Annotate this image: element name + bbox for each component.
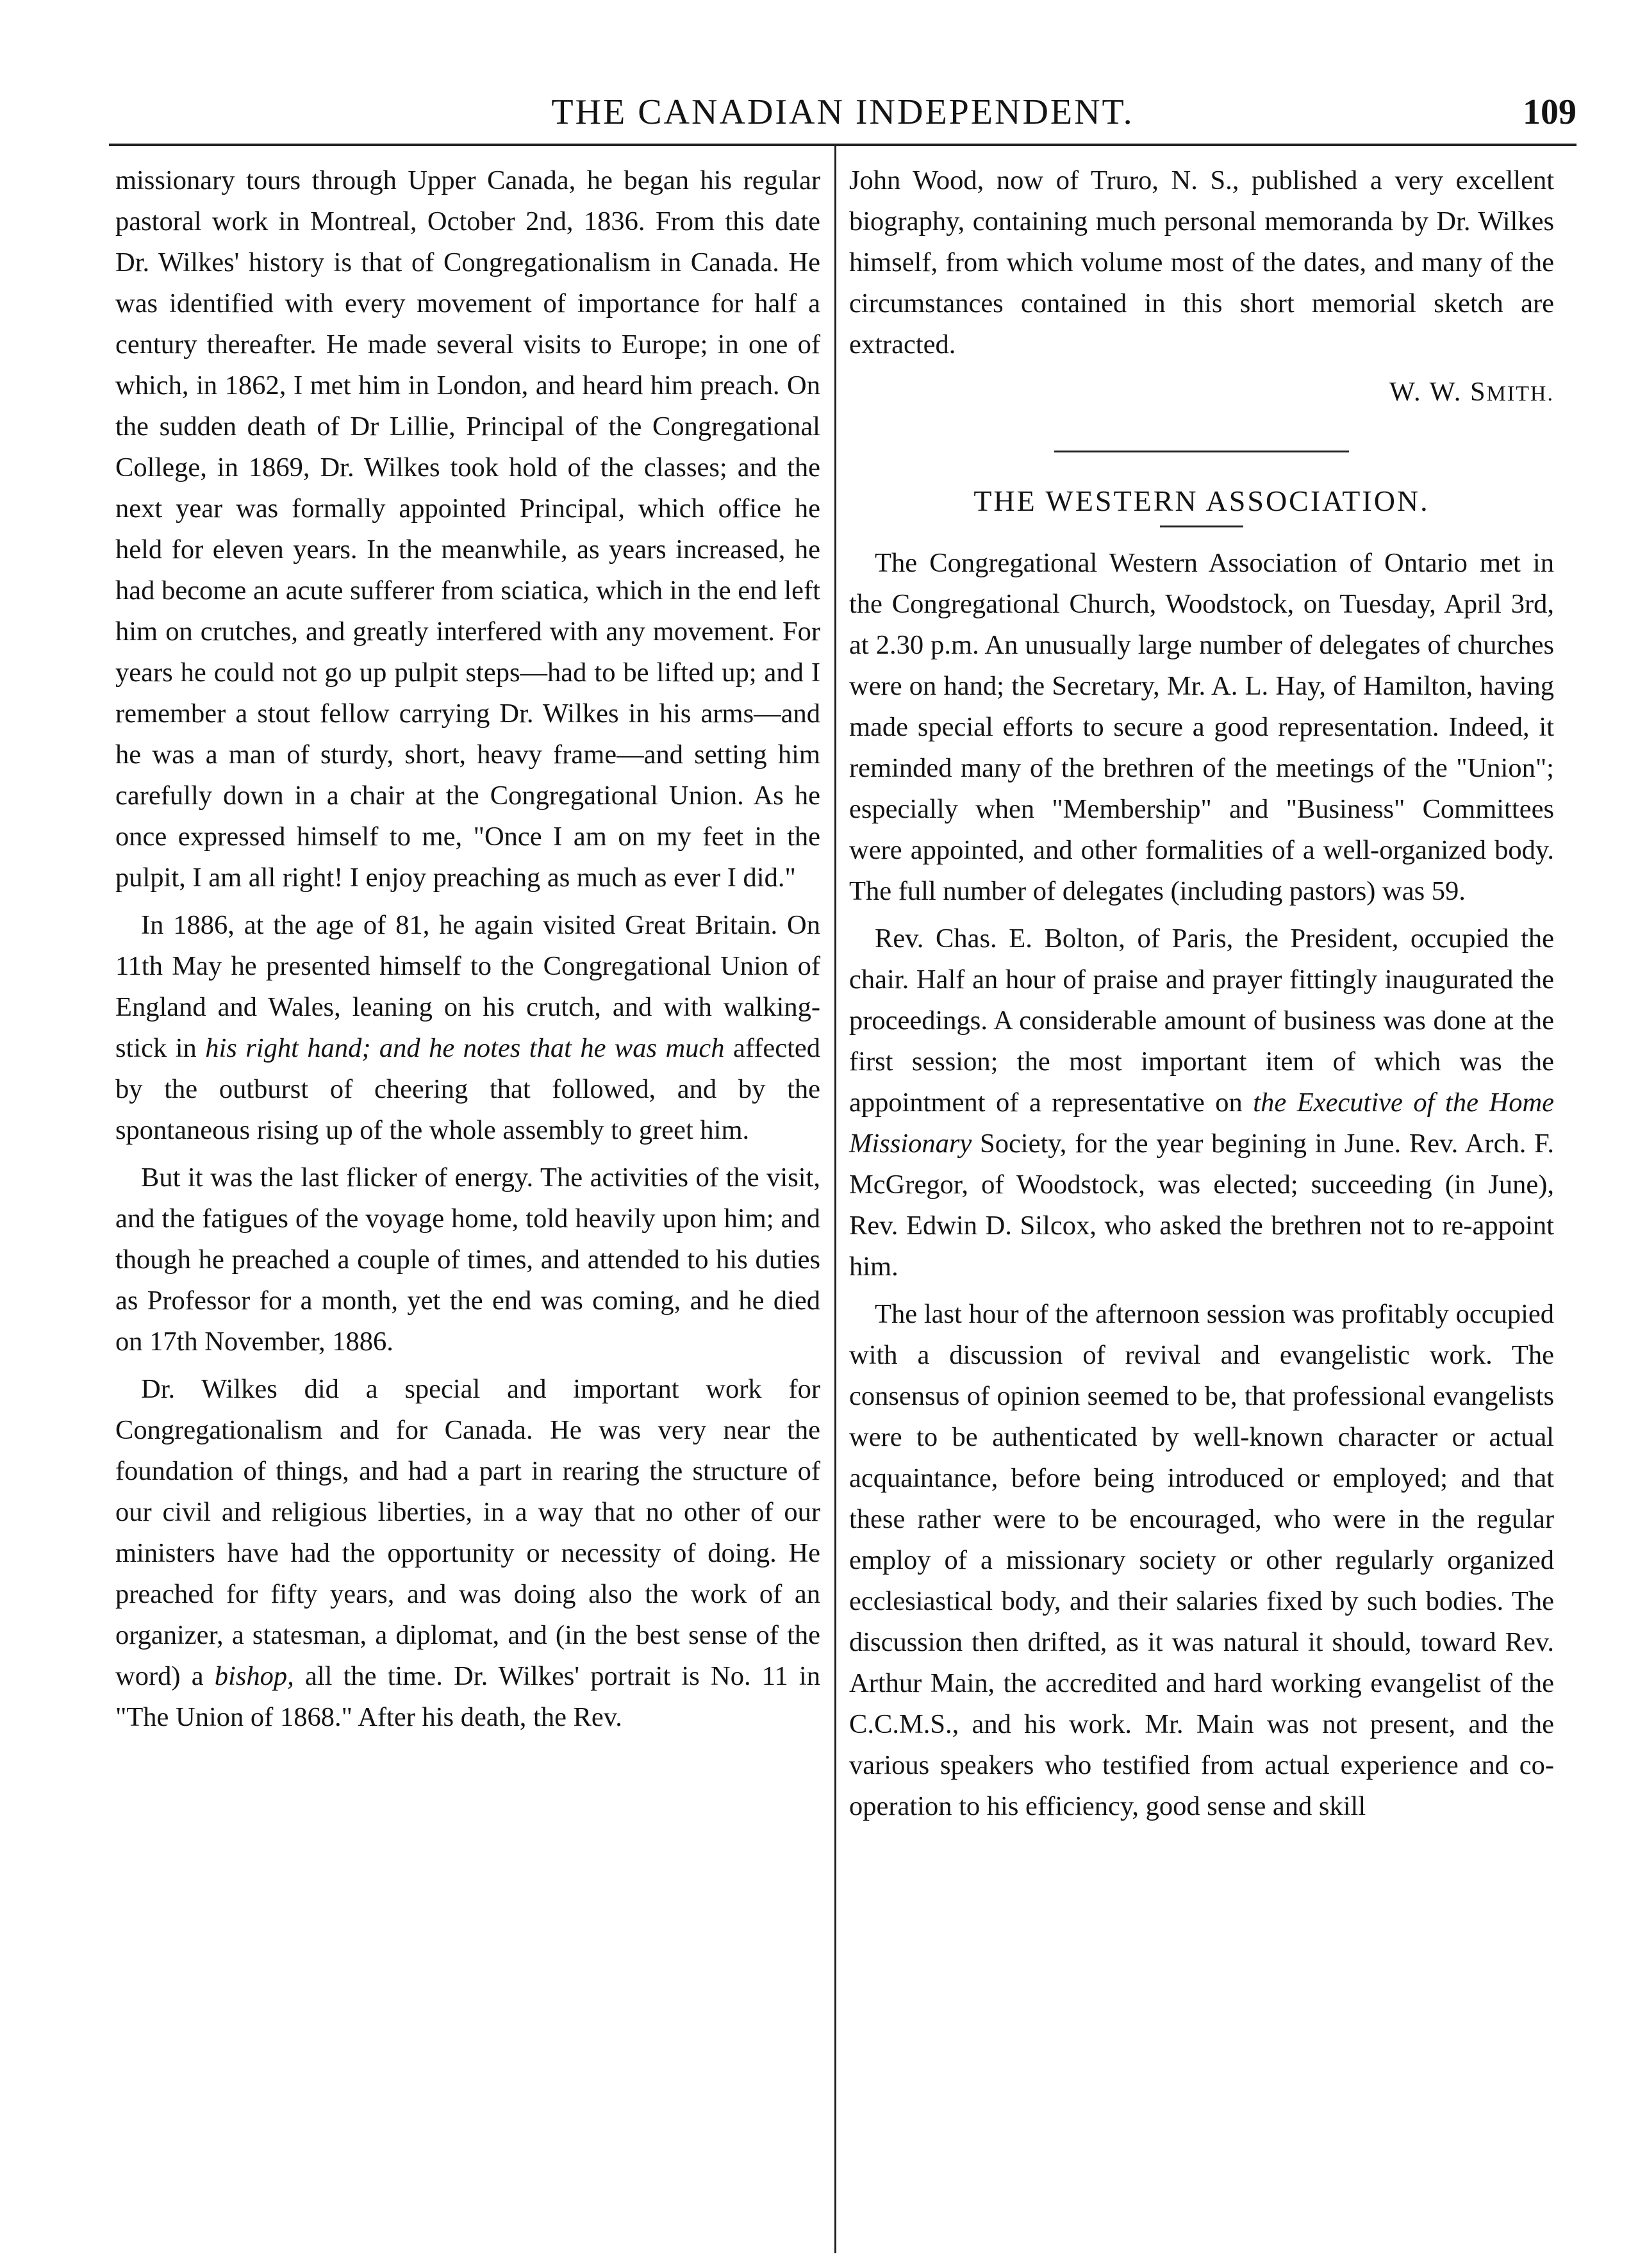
header-rule <box>109 144 1577 146</box>
signature-initials: W. W. S <box>1389 377 1487 407</box>
section-title: THE WESTERN ASSOCIATION. <box>973 484 1430 517</box>
section-divider <box>1054 451 1349 452</box>
paragraph: The last hour of the afternoon session was profitably occupied with a discussion of revival and evangelistic work. The consensus of opinion seemed to be, that professional evangelists were to be authenticated by well-known character or actual acquaintance, before being introduced or employed; and that these rather were to be encouraged, who were in the regular employ of a missionary society or other regularly organized ecclesiastical body, and their salaries fixed by such bodies. The discussion then drifted, as it was natural it should, toward Rev. Arthur Main, the accredited and hard working evangelist of the C.C.M.S., and his work. Mr. Main was not present, and the various speakers who testified from actual experience and co-operation to his efficiency, good sense and skill <box>849 1299 1554 1821</box>
paragraph <box>115 905 820 1151</box>
paragraph <box>115 1369 820 1738</box>
right-column <box>849 160 1554 2249</box>
left-column <box>115 160 820 2249</box>
paragraph: But it was the last flicker of energy. The activities of the visit, and the fatigues of the voyage home, told heavily upon him; and though he preached a couple of times, and attended to his duties as Professor for a month, yet the end was coming, and he died on 17th November, 1886. <box>115 1163 820 1357</box>
italic-text: the Executive of the Home Missionary <box>849 1088 1554 1159</box>
paragraph-text: Rev. Chas. E. Bolton, of Paris, the President, occupied the chair. Half an hour of praise and prayer fittingly inaugurated the proceedings. A considerable amount of business was done at the first session; the most important item of which was the appointment of a representative on <box>849 923 1554 1118</box>
paragraph-text: affected by the outburst of cheering that followed, and by the spontaneous rising up of the whole assembly to greet him. <box>115 1033 820 1145</box>
signature-rest: MITH. <box>1486 382 1554 406</box>
page-number: 109 <box>1523 92 1577 132</box>
title-rule <box>1160 526 1243 527</box>
italic-text: bishop, <box>214 1661 294 1691</box>
italic-text: his right hand; and he notes that he was much <box>205 1033 725 1063</box>
page-header <box>109 90 1577 147</box>
author-signature <box>849 372 1554 415</box>
paragraph-text: In 1886, at the age of 81, he again visited Great Britain. On 11th May he presented himself to the Congregational Union of England and Wales, leaning on his crutch, and with walking-stick in <box>115 910 820 1063</box>
paragraph <box>849 918 1554 1287</box>
paragraph-text: Society, for the year begining in June. Rev. Arch. F. McGregor, of Woodstock, was elected; succeeding (in June), Rev. Edwin D. Silcox, who asked the brethren not to re-appoint him. <box>849 1129 1554 1282</box>
paragraph-text: all the time. Dr. Wilkes' portrait is No. 11 in "The Union of 1868." After his death, the Rev. <box>115 1661 820 1732</box>
running-title: THE CANADIAN INDEPENDENT. <box>551 92 1134 132</box>
column-divider <box>834 145 836 2253</box>
paragraph: The Congregational Western Association of Ontario met in the Congregational Church, Woodstock, on Tuesday, April 3rd, at 2.30 p.m. An unusually large number of delegates of churches were on hand; the Secretary, Mr. A. L. Hay, of Hamilton, having made special efforts to secure a good representation. Indeed, it reminded many of the brethren of the meetings of the "Union"; especially when "Membership" and "Business" Committees were appointed, and other formalities of a well-organized body. The full number of delegates (including pastors) was 59. <box>849 548 1554 906</box>
paragraph: John Wood, now of Truro, N. S., published a very excellent biography, containing much personal memoranda by Dr. Wilkes himself, from which volume most of the dates, and many of the circumstances contained in this short memorial sketch are extracted. <box>849 165 1554 360</box>
paragraph: missionary tours through Upper Canada, he began his regular pastoral work in Montreal, October 2nd, 1836. From this date Dr. Wilkes' history is that of Congregationalism in Canada. He was identified with every movement of importance for half a century thereafter. He made several visits to Europe; in one of which, in 1862, I met him in London, and heard him preach. On the sudden death of Dr Lillie, Principal of the Congregational College, in 1869, Dr. Wilkes took hold of the classes; and the next year was formally appointed Principal, which office he held for eleven years. In the meanwhile, as years increased, he had become an acute sufferer from sciatica, which in the end left him on crutches, and greatly interfered with any movement. For years he could not go up pulpit steps—had to be lifted up; and I remember a stout fellow carrying Dr. Wilkes in his arms—and he was a man of sturdy, short, heavy frame—and setting him carefully down in a chair at the Congregational Union. As he once expressed himself to me, "Once I am on my feet in the pulpit, I am all right! I enjoy preaching as much as ever I did." <box>115 165 820 893</box>
paragraph-text: Dr. Wilkes did a special and important work for Congregationalism and for Canada. He was very near the foundation of things, and had a part in rearing the structure of our civil and religious liberties, in a way that no other of our ministers have had the opportunity or necessity of doing. He preached for fifty years, and was doing also the work of an organizer, a statesman, a diplomat, and (in the best sense of the word) a <box>115 1374 820 1691</box>
